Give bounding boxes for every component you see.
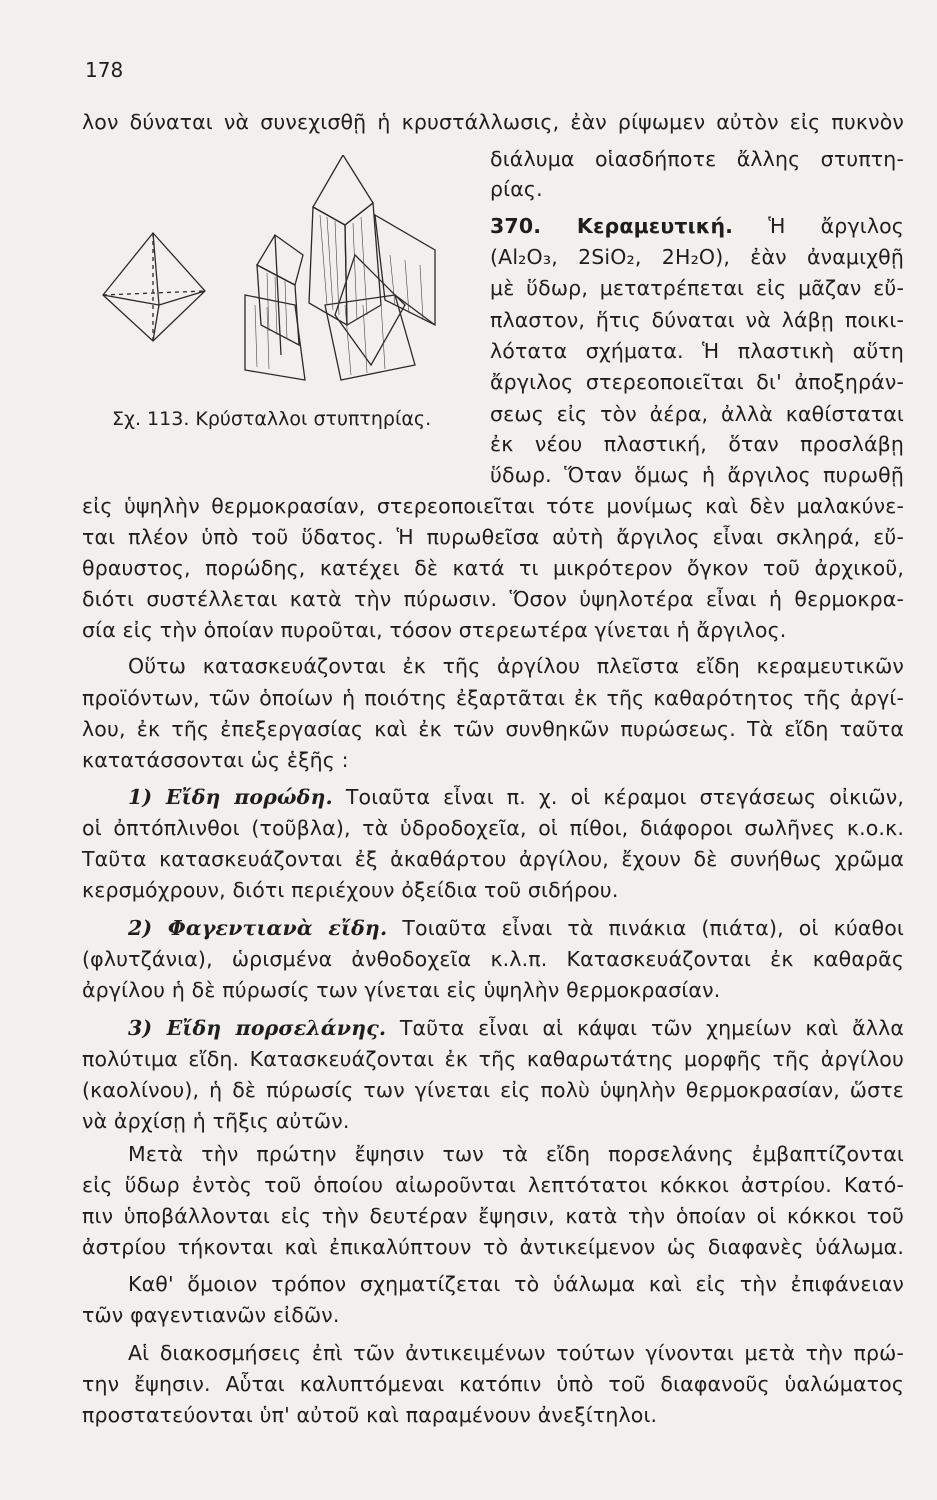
text-line: πολύτιμα εἴδη. Κατασκευάζονται ἐκ τῆς καθαρωτάτης μορφῆς τῆς ἀργίλου (82, 1047, 904, 1071)
text-line: κατατάσσονται ὡς ἑξῆς : (82, 748, 349, 772)
text-line: την ἔψησιν. Αὗται καλυπτόμεναι κατόπιν ὑπὸ τοῦ διαφανοῦς ὑαλώματος (82, 1372, 904, 1396)
text-line: προϊόντων, τῶν ὁποίων ἡ ποιότης ἐξαρτᾶται ἐκ τῆς καθαρότητος τῆς ἀργί- (82, 686, 904, 710)
text-line: ρίας. (490, 177, 543, 201)
text-line: οἱ ὀπτόπλινθοι (τοῦβλα), τὰ ὑδροδοχεῖα, οἱ πίθοι, διάφοροι σωλῆνες κ.ο.κ. (82, 816, 904, 840)
text-line: πιν ὑποβάλλονται εἰς τὴν δευτέραν ἔψησιν, κατὰ τὴν ὁποίαν οἱ κόκκοι τοῦ (82, 1204, 904, 1228)
list-item-heading: 3) Εἴδη πορσελάνης. (128, 1016, 387, 1040)
text-line: ἀστρίου τήκονται καὶ ἐπικαλύπτουν τὸ ἀντικείμενον ὡς διαφανὲς ὑάλωμα. (82, 1235, 904, 1259)
text-line: ται πλέον ὑπὸ τοῦ ὕδατος. Ἡ πυρωθεῖσα αὐτὴ ἄργιλος εἶναι σκληρά, εὔ- (82, 525, 904, 549)
text-line: λου, ἐκ τῆς ἐπεξεργασίας καὶ ἐκ τῶν συνθηκῶν πυρώσεως. Τὰ εἴδη ταῦτα (82, 717, 904, 741)
text-line: εἰς ὕδωρ ἐντὸς τοῦ ὁποίου αἰωροῦνται λεπτότατοι κόκκοι ἀστρίου. Κατό- (82, 1173, 904, 1197)
list-item-heading-line (128, 916, 904, 940)
text-line: Τοιαῦτα εἶναι π. χ. οἱ κέραμοι στεγάσεως οἰκιῶν, (345, 785, 904, 809)
list-item-heading-line (128, 785, 904, 809)
text-line: κερσμόχρουν, διότι περιέχουν ὀξείδια τοῦ σιδήρου. (82, 878, 619, 902)
text-line: Ταῦτα κατασκευάζονται ἐξ ἀκαθάρτου ἀργίλου, ἔχουν δὲ συνήθως χρῶμα (82, 847, 904, 871)
list-item-heading: 2) Φαγεντιανὰ εἴδη. (128, 916, 388, 940)
text-line: λότατα σχήματα. Ἡ πλαστικὴ αὕτη (490, 339, 904, 363)
text-line: Μετὰ τὴν πρώτην ἔψησιν των τὰ εἴδη πορσελάνης ἐμβαπτίζονται (128, 1142, 904, 1166)
text-line: ἀργίλου ἡ δὲ πύρωσίς των γίνεται εἰς ὑψηλὴν θερμοκρασίαν. (82, 978, 721, 1002)
crystal-icon (95, 155, 465, 420)
text-line: Ἡ ἄργιλος (768, 214, 904, 238)
text-line: διότι συστέλλεται κατὰ τὴν πύρωσιν. Ὅσον ὑψηλοτέρα εἶναι ἡ θερμοκρα- (82, 587, 904, 611)
text-line: ὕδωρ. Ὅταν ὅμως ἡ ἄργιλος πυρωθῇ (490, 463, 904, 487)
text-line: Τοιαῦτα εἶναι τὰ πινάκια (πιάτα), οἱ κύαθοι (402, 916, 905, 940)
text-line: Ταῦτα εἶναι αἱ κάψαι τῶν χημείων καὶ ἄλλα (399, 1016, 905, 1040)
text-line: διάλυμα οἱασδήποτε ἄλλης στυπτη- (490, 147, 904, 171)
figure-caption: Σχ. 113. Κρύσταλλοι στυπτηρίας. (112, 408, 432, 430)
text-line: νὰ ἀρχίσῃ ἡ τῆξις αὐτῶν. (82, 1109, 350, 1133)
alum-crystals-illustration (95, 155, 465, 420)
text-line: τῶν φαγεντιανῶν εἰδῶν. (82, 1303, 340, 1327)
text-line: ἐκ νέου πλαστική, ὅταν προσλάβῃ (490, 432, 904, 456)
text-line: (Al₂O₃, 2SiO₂, 2H₂O), ἐὰν ἀναμιχθῇ (490, 245, 904, 269)
list-item-heading: 1) Εἴδη πορώδη. (128, 785, 333, 809)
text-line: λον δύναται νὰ συνεχισθῇ ἡ κρυστάλλωσις, ἐὰν ρίψωμεν αὐτὸν εἰς πυκνὸν (82, 110, 904, 134)
list-item-heading-line (128, 1016, 904, 1040)
text-line: εἰς ὑψηλὴν θερμοκρασίαν, στερεοποιεῖται τότε μονίμως καὶ δὲν μαλακύνε- (82, 494, 904, 518)
text-line: πλαστον, ἥτις δύναται νὰ λάβῃ ποικι- (490, 308, 904, 332)
text-line: Καθ' ὅμοιον τρόπον σχηματίζεται τὸ ὑάλωμα καὶ εἰς τὴν ἐπιφάνειαν (128, 1272, 904, 1296)
text-line: Αἱ διακοσμήσεις ἐπὶ τῶν ἀντικειμένων τούτων γίνονται μετὰ τὴν πρώ- (128, 1341, 904, 1365)
section-heading: 370. Κεραμευτική. (490, 214, 734, 238)
section-heading-line (490, 214, 904, 238)
text-line: μὲ ὕδωρ, μετατρέπεται εἰς μᾶζαν εὔ- (490, 276, 904, 300)
text-line: θραυστος, πορώδης, κατέχει δὲ κατά τι μικρότερον ὄγκον τοῦ ἀρχικοῦ, (82, 556, 904, 580)
text-line: (φλυτζάνια), ὡρισμένα ἀνθοδοχεῖα κ.λ.π. Κατασκευάζονται ἐκ καθαρᾶς (82, 947, 904, 971)
text-line: σία εἰς τὴν ὁποίαν πυροῦται, τόσον στερεωτέρα γίνεται ἡ ἄργιλος. (82, 618, 787, 642)
text-line: (καολίνου), ἡ δὲ πύρωσίς των γίνεται εἰς πολὺ ὑψηλὴν θερμοκρασίαν, ὥστε (82, 1078, 904, 1102)
text-line: σεως εἰς τὸν ἀέρα, ἀλλὰ καθίσταται (490, 402, 904, 426)
text-line: Οὕτω κατασκευάζονται ἐκ τῆς ἀργίλου πλεῖστα εἴδη κεραμευτικῶν (128, 654, 904, 678)
text-line: ἄργιλος στερεοποιεῖται δι' ἀποξηράν- (490, 370, 904, 394)
page-number: 178 (85, 58, 124, 82)
text-line: προστατεύονται ὑπ' αὐτοῦ καὶ παραμένουν ἀνεξίτηλοι. (82, 1403, 658, 1427)
